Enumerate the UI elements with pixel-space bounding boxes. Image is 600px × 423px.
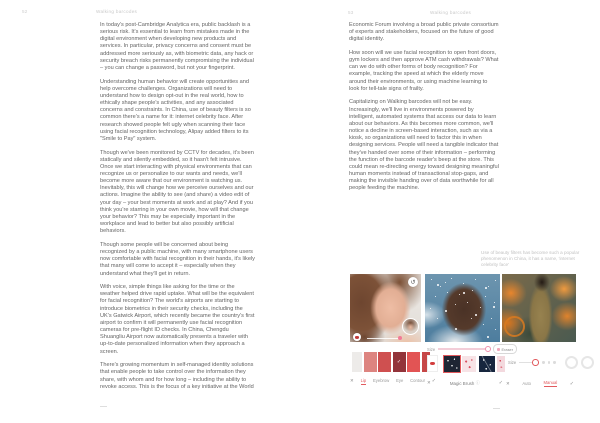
intensity-slider[interactable]: [367, 338, 401, 339]
paragraph: Capitalizing on Walking barcodes will not be easy. Increasingly, we'll live in environments powered by intelligent, automated systems that access our data to learn about our behaviors. As this becomes more common, we'll notice a decline in screen-based interaction, such as via a kiosk, so organizations will need to factor this in when designing services. People will need a tangible indicator that they've handed over some of their information – performing the function of the barcode reader's beep at the store. This could mean re-directing energy toward designing meaningful human moments instead of transactional stop-gaps, and making the invisible handing over of data worthwhile for all people feeding the machine.: [349, 99, 499, 192]
sparkle-overlay: [431, 279, 432, 280]
eraser-icon: [497, 348, 500, 351]
brush-petals-partial[interactable]: [497, 356, 505, 372]
rotate-glyph: ↺: [410, 279, 416, 286]
paragraph: Though some people will be concerned about being recognized by a public machine, with many smartphone users now comfortable with facial recognition in their hands, it's likely that many will come to accept it – especially when they understand what they'll get in return.: [100, 241, 255, 277]
left-text-column: [100, 22, 255, 397]
swatch-color[interactable]: [364, 352, 377, 372]
right-running-header: Walking barcodes: [430, 10, 472, 15]
lip-color-swatches: [352, 352, 430, 372]
stylized-filter-photo: [502, 274, 576, 342]
lip-color-chip[interactable]: [427, 355, 438, 372]
left-page-number: 52: [22, 9, 28, 14]
slider-step-dot: [548, 361, 550, 363]
close-icon[interactable]: ✕: [506, 380, 510, 386]
undo-button[interactable]: [565, 356, 578, 369]
slider-knob[interactable]: [532, 359, 539, 366]
paragraph: Though we've been monitored by CCTV for decades, it's been statically and silently embedded, so it hasn't felt intrusive. Once we start interacting with physical environments that can recognize us or personalize to our wants and needs, we'll become more aware that our environment is watching us. Inevitably, this will change how we perceive ourselves and our actions. Imagine the ability to see (and share) a video edit of your day – your best moments at work and at play? And if you think you're starring in your own movie, how will that change your behavior? This may be especially important in the workplace and lead to better but also possibly artificial behaviors.: [100, 149, 254, 235]
right-page-number: 53: [348, 10, 354, 15]
lips-icon: [430, 362, 435, 366]
close-icon[interactable]: ✕: [350, 378, 354, 383]
check-icon: ✓: [396, 359, 402, 365]
compare-icon[interactable]: [408, 277, 418, 287]
image-caption: Use of beauty filters has become such a popular phenomenon in China, it has a name, 'internet celebrity face': [481, 250, 580, 268]
tab-eye[interactable]: Eye: [396, 378, 404, 383]
size-label: Size: [427, 346, 436, 352]
brush-star-selected[interactable]: [444, 356, 460, 372]
paragraph: With voice, simple things like asking for the time or the weather helped drive rapid uptake. What will be the equivalent for facial recognition? The world's airports are starting to introduce biometrics in their security checks, including the UK's Gatwick Airport, which recently became the country's first airport to confirm it will permanently use facial recognition cameras for pre-flight ID checks. In China, Chengdu Shuangliu Airport now automatically presents a traveler with up-to-date personalized information when they approach a screen.: [100, 284, 255, 355]
paragraph: Understanding human behavior will create opportunities and help overcome challenges. Organizations will need to understand how to design opt-out in the real world, how to ethically shape people's activities, and any associated concerns and constraints. In China, use of beauty filters is so common there's a name for it: internet celebrity face. After research showed people felt ugly when scanning their face using facial recognition technology, Alipay added filters to its "Smile to Pay" system.: [100, 78, 251, 142]
magic-brush-photo: [425, 274, 500, 342]
makeup-tab-bar: [350, 378, 436, 385]
info-icon[interactable]: ⓘ: [475, 380, 480, 385]
tab-auto[interactable]: Auto: [522, 381, 531, 386]
eraser-button[interactable]: [493, 344, 517, 354]
paragraph: How soon will we use facial recognition to open front doors, gym lockers and then approve ATM cash withdrawals? What can we do with other forms of body recognition? For example, tracking the speed at which the elderly move around their environments, or using machine learning to look for tell-tale signs of frailty.: [349, 49, 499, 92]
retouch-size-row: [508, 356, 594, 369]
makeup-app-photo: [350, 274, 421, 342]
brush-thumbnails: [427, 355, 505, 372]
size-label: Size: [508, 360, 517, 365]
magic-brush-title: Magic Brush: [449, 380, 475, 386]
scene-wheel-ring: [504, 316, 525, 337]
brush-constellation[interactable]: [479, 356, 495, 372]
eraser-label: Eraser: [501, 346, 513, 352]
magic-brush-bar: [427, 380, 503, 386]
right-footer-mark: [493, 408, 500, 409]
original-photo-thumbnail[interactable]: [402, 318, 419, 335]
slider-step-dot: [542, 361, 544, 363]
slider-knob[interactable]: [485, 346, 491, 352]
lipstick-tool-icon[interactable]: [353, 333, 361, 341]
tab-manual[interactable]: Manual: [543, 380, 558, 385]
history-buttons: [565, 356, 594, 369]
right-text-column: [349, 22, 499, 199]
swatch-color[interactable]: [407, 352, 420, 372]
paragraph: There's growing momentum in self-managed identity solutions that enable people to take control over the information they share, with whom and for how long – including the ability to revoke access. This is the focus of a key initiative at the World: [100, 362, 254, 390]
slider-step-dot: [553, 361, 555, 363]
brush-size-slider[interactable]: [438, 348, 490, 349]
left-footer-mark: [100, 406, 107, 407]
close-icon[interactable]: ✕: [427, 380, 431, 385]
retouch-tab-bar: [506, 380, 574, 387]
swatch-color[interactable]: [378, 352, 391, 372]
tab-eyebrow[interactable]: Eyebrow: [373, 378, 390, 383]
check-icon[interactable]: ✓: [431, 378, 436, 384]
brush-size-row: [427, 344, 517, 354]
tab-contour[interactable]: Contour: [410, 378, 425, 383]
tab-lip[interactable]: Lip: [360, 378, 367, 383]
paragraph: In today's post-Cambridge Analytica era, public backlash is a serious risk. It's essential to learn from mistakes made in the digital environment when developing new products and services. In particular, privacy concerns and consent must be addressed more seriously as, with biometric data, any hack or security breach risks permanently compromising the individual – you can change a password, but not your fingerprint.: [100, 22, 254, 71]
brush-petals[interactable]: [462, 356, 476, 372]
check-icon[interactable]: ✓: [569, 380, 574, 387]
magic-brush-title-group: [450, 380, 480, 386]
slider-knob[interactable]: [398, 336, 402, 340]
paragraph: Economic Forum involving a broad public private consortium of experts and stakeholders, focused on the future of good digital identity.: [349, 22, 499, 43]
sparkle-overlay-large: [437, 284, 439, 286]
swatch-color-selected[interactable]: [393, 352, 406, 372]
swatch-none[interactable]: [352, 352, 362, 372]
check-icon[interactable]: ✓: [498, 380, 503, 386]
lips-icon: [355, 336, 360, 339]
size-step-slider[interactable]: [519, 359, 557, 367]
left-running-header: Walking barcodes: [96, 9, 138, 14]
redo-button[interactable]: [581, 356, 594, 369]
